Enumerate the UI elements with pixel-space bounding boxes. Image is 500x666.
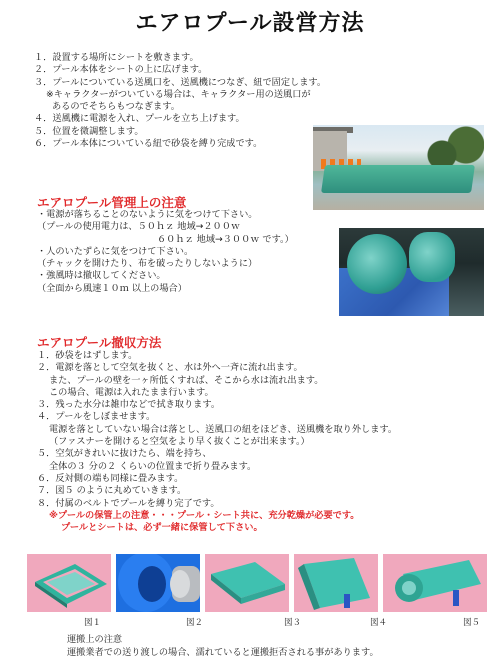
figure-2-label: 図２ — [186, 618, 204, 628]
management-notes — [37, 209, 294, 295]
transport-heading: 運搬上の注意 — [67, 634, 123, 645]
figure-4-image — [294, 554, 378, 612]
transport-text: 運搬業者での送り渡しの場合、濡れていると運搬拒否される事があります。 — [67, 647, 379, 658]
removal-line-3: また、プールの壁を一ヶ所低くすれば、そこから水は流れ出ます。 — [49, 374, 324, 386]
removal-line-11: ６．反対側の端も同様に畳みます。 — [37, 472, 184, 484]
figure-1-image — [27, 554, 111, 612]
removal-line-13: ８．付属のベルトでプールを縛り完了です。 — [37, 497, 220, 509]
management-line-6: ・強風時は撤収してください。 — [37, 270, 166, 282]
figure-5-label: 図５ — [463, 618, 481, 628]
removal-line-12: ７．図５ のように丸めていきます。 — [37, 485, 187, 497]
storage-warning-cont: プールとシートは、必ず一緒に保管して下さい。 — [61, 522, 263, 534]
setup-step-5: ５．位置を微調整します。 — [34, 125, 144, 137]
page-title: エアロプール設営方法 — [135, 11, 365, 36]
setup-step-3: ３．プールについている送風口を、送風機につなぎ、紐で固定します。 — [34, 76, 327, 88]
removal-line-2: ２．電源を落として空気を抜くと、水は外へ一斉に流れ出ます。 — [37, 362, 303, 374]
figure-1-label: 図１ — [84, 618, 102, 628]
setup-step-3-note-cont: あるのでそちらもつなぎます。 — [52, 101, 180, 113]
management-heading: エアロプール管理上の注意 — [37, 195, 187, 210]
management-line-2: （プールの使用電力は、５０ｈｚ 地域→２００ｗ — [37, 221, 241, 233]
removal-line-9: ５．空気がきれいに抜けたら、端を持ち、 — [37, 448, 212, 460]
figure-3-image — [205, 554, 289, 612]
removal-line-10: 全体の３ 分の２ くらいの位置まで折り畳みます。 — [49, 460, 257, 472]
management-line-4: ・人のいたずらに気をつけて下さい。 — [37, 245, 194, 257]
management-line-7: （全面から風速１０ｍ 以上の場合） — [37, 282, 187, 294]
setup-steps — [34, 52, 334, 150]
setup-step-2: ２．プール本体をシートの上に広げます。 — [34, 64, 208, 76]
pool-setup-photo — [313, 125, 484, 210]
management-line-5: （チャックを開けたり、布を破ったりしないように） — [37, 258, 258, 270]
removal-line-7: 電源を落としていない場合は落とし、送風口の紐をほどき、送風機を取り外します。 — [49, 423, 398, 435]
setup-step-3-note: ※キャラクターがついている場合は、キャラクター用の送風口が — [46, 88, 311, 100]
setup-step-1: １．設置する場所にシートを敷きます。 — [34, 52, 199, 63]
removal-line-5: ３．残った水分は雑巾などで拭き取ります。 — [37, 399, 221, 411]
removal-line-1: １．砂袋をはずします。 — [37, 350, 138, 361]
removal-steps — [37, 350, 397, 534]
figure-5-image — [383, 554, 487, 612]
management-line-3: ６０ｈｚ 地域→３００ｗ です。） — [157, 233, 294, 245]
management-line-1: ・電源が落ちることのないように気をつけて下さい。 — [37, 209, 258, 220]
setup-step-6: ６．プール本体についている紐で砂袋を縛り完成です。 — [34, 138, 263, 150]
removal-heading: エアロプール撤収方法 — [37, 335, 162, 350]
removal-line-4: この場合、電源は入れたまま行います。 — [49, 386, 214, 398]
figure-4-label: 図４ — [370, 618, 388, 628]
figure-2-image — [116, 554, 200, 612]
removal-line-8: （ファスナーを開けると空気をより早く抜くことが出来ます。） — [49, 436, 310, 448]
pool-deflate-photo — [339, 228, 484, 316]
folding-figures — [27, 554, 487, 614]
setup-step-4: ４．送風機に電源を入れ、プールを立ち上げます。 — [34, 113, 245, 125]
storage-warning: ※プールの保管上の注意・・・プール・シート共に、充分乾燥が必要です。 — [49, 509, 360, 521]
removal-line-6: ４．プールをしぼませます。 — [37, 411, 156, 423]
figure-3-label: 図３ — [284, 618, 302, 628]
